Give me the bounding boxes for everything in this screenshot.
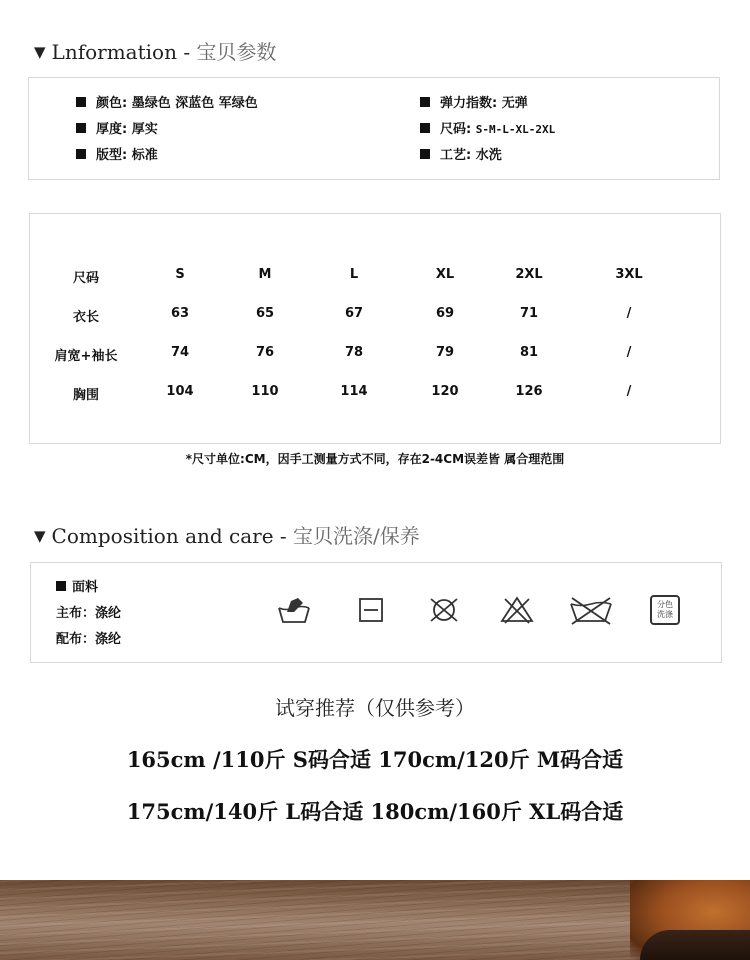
table-cell: 78 — [344, 345, 364, 360]
recommend-line-1: 165cm /110斤 S码合适 170cm/120斤 M码合适 — [126, 747, 624, 772]
no-tumble-dry-icon — [426, 594, 462, 626]
table-cell: 衣长 — [72, 310, 100, 325]
table-header: 尺码 — [72, 271, 100, 286]
size-note: *尺寸单位:CM，因手工测量方式不同，存在2-4CM误差皆 属合理范围 — [185, 452, 565, 466]
table-cell: 65 — [255, 306, 275, 321]
table-cell: 肩宽+袖长 — [54, 349, 118, 364]
triangle-down-icon: ▼ — [34, 43, 46, 61]
square-bullet-icon — [56, 581, 66, 591]
info-item-fit: 版型: 标准 — [76, 144, 158, 163]
table-header: 3XL — [615, 267, 643, 282]
table-cell: 74 — [170, 345, 190, 360]
table-header: M — [258, 267, 272, 282]
triangle-down-icon: ▼ — [34, 527, 46, 545]
square-bullet-icon — [420, 123, 430, 133]
section-title-information: ▼ Lnformation - 宝贝参数 — [34, 40, 277, 64]
square-bullet-icon — [76, 123, 86, 133]
info-item-color: 颜色: 墨绿色 深蓝色 军绿色 — [76, 92, 258, 111]
table-cell: 76 — [255, 345, 275, 360]
info-item-elasticity: 弹力指数: 无弹 — [420, 92, 528, 111]
square-bullet-icon — [76, 149, 86, 159]
table-cell: 110 — [251, 384, 279, 399]
table-cell: 120 — [431, 384, 459, 399]
table-cell: 67 — [344, 306, 364, 321]
main-fabric: 主布：涤纶 — [56, 606, 122, 621]
recommend-title: 试穿推荐（仅供参考） — [275, 696, 475, 720]
table-header: S — [175, 267, 185, 282]
table-cell: 63 — [170, 306, 190, 321]
table-header: XL — [435, 267, 455, 282]
table-cell: 104 — [166, 384, 194, 399]
table-cell: / — [626, 306, 632, 321]
table-cell: 126 — [515, 384, 543, 399]
table-header: L — [349, 267, 359, 282]
table-cell: 81 — [519, 345, 539, 360]
size-table — [29, 213, 721, 444]
fabric-title: 面料 — [56, 576, 98, 595]
table-header: 2XL — [515, 267, 543, 282]
square-bullet-icon — [420, 97, 430, 107]
boot-sole-image — [640, 930, 750, 960]
table-cell: 71 — [519, 306, 539, 321]
section-title-care: ▼ Composition and care - 宝贝洗涤/保养 — [34, 524, 420, 548]
lining-fabric: 配布：涤纶 — [56, 632, 122, 647]
table-cell: / — [626, 384, 632, 399]
table-cell: 79 — [435, 345, 455, 360]
info-item-craft: 工艺: 水洗 — [420, 144, 502, 163]
info-item-thickness: 厚度: 厚实 — [76, 118, 158, 137]
square-bullet-icon — [420, 149, 430, 159]
table-cell: / — [626, 345, 632, 360]
recommend-line-2: 175cm/140斤 L码合适 180cm/160斤 XL码合适 — [126, 799, 624, 824]
hand-wash-icon — [276, 594, 312, 626]
wash-separately-icon: 分色 洗涤 — [650, 595, 680, 625]
info-item-sizes: 尺码: S-M-L-XL-2XL — [420, 118, 555, 137]
square-bullet-icon — [76, 97, 86, 107]
tumble-dry-icon — [353, 594, 389, 626]
table-cell: 69 — [435, 306, 455, 321]
table-cell: 胸围 — [72, 388, 100, 403]
no-iron-icon — [568, 594, 614, 626]
table-cell: 114 — [340, 384, 368, 399]
no-bleach-icon — [499, 594, 535, 626]
